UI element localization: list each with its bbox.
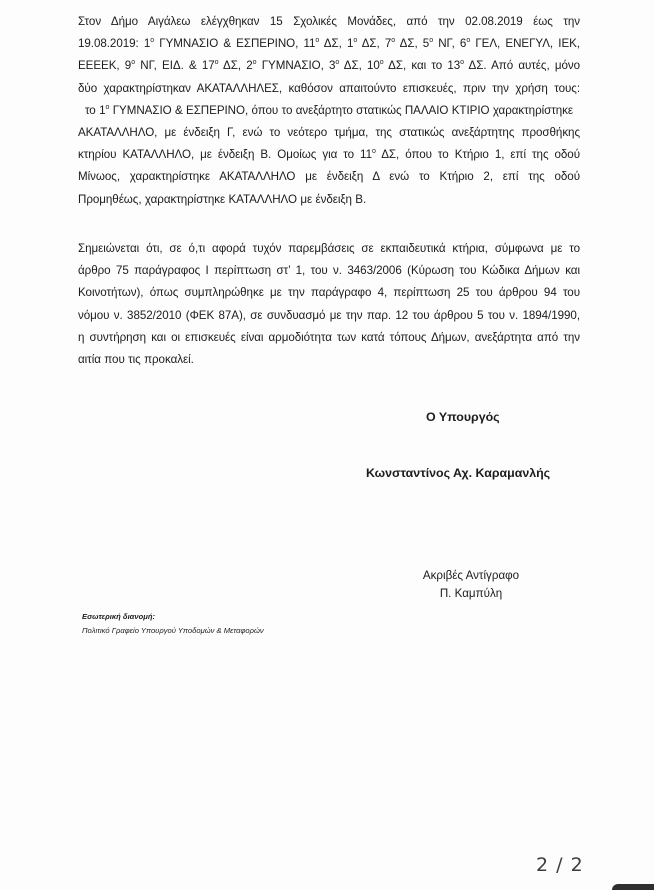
distribution-title: Εσωτερική διανομή:: [82, 612, 155, 621]
ordinal-superscript: ο: [371, 148, 376, 156]
ordinal-superscript: ο: [379, 59, 384, 67]
ordinal-superscript: ο: [335, 59, 340, 67]
paragraph-line: άρθρο 75 παράγραφος Ι περίπτωση στ’ 1, του ν. 3463/2006 (Κύρωση του Κώδικα Δήμων και: [78, 264, 580, 278]
paragraph-inspections: [78, 11, 580, 211]
paragraph-line: κτηρίου ΚΑΤΑΛΛΗΛΟ, με ένδειξη Β. Ομοίως για το $11^o$ ΔΣ, όπου το Κτήριο 1, επί της οδού: [78, 148, 580, 162]
ordinal-superscript: ο: [353, 37, 358, 45]
paragraph-line: ΑΚΑΤΑΛΛΗΛΟ, με ένδειξη Γ, ενώ το νεότερο τμήμα, της στατικώς ανεξάρτητης προσθήκης: [78, 126, 580, 140]
internal-distribution: [82, 610, 264, 638]
paragraph-legal-note: [78, 238, 580, 371]
ordinal-superscript: ο: [466, 37, 471, 45]
certified-copy-label: Ακριβές Αντίγραφο: [422, 569, 520, 582]
paragraph-line: η συντήρηση και οι επισκευές είναι αρμοδιότητα των κατά τόπους Δήμων, ανεξάρτητα από την: [78, 330, 580, 344]
paragraph-line: 19.08.2019: $1^o$ ΓΥΜΝΑΣΙΟ & ΕΣΠΕΡΙΝΟ, $11^o$ ΔΣ, $1^o$ ΔΣ, $7^o$ ΔΣ, $5^o$ ΝΓ, $6^o$ ΓΕΛ, ΕΝΕΓΥΛ, ΙΕΚ,: [78, 37, 580, 51]
page-number: 2 / 2: [536, 854, 584, 876]
ordinal-superscript: ο: [460, 59, 464, 67]
ordinal-superscript: ο: [391, 37, 396, 45]
paragraph-line: αιτία που τις προκαλεί.: [78, 353, 194, 367]
ordinal-superscript: ο: [429, 37, 434, 45]
ordinal-superscript: ο: [315, 37, 320, 45]
certifier-name: Π. Καμπύλη: [439, 587, 503, 600]
ordinal-superscript: ο: [105, 103, 110, 111]
paragraph-line: Μίνωος, χαρακτηρίστηκε ΑΚΑΤΑΛΛΗΛΟ με ένδειξη Δ ενώ το Κτήριο 2, επί της οδού: [78, 170, 580, 184]
paragraph-line: το $1^o$ ΓΥΜΝΑΣΙΟ & ΕΣΠΕΡΙΝΟ, όπου το ανεξάρτητο στατικώς ΠΑΛΑΙΟ ΚΤΙΡΙΟ χαρακτηρίστηκε: [84, 103, 574, 117]
certified-copy-block: [404, 567, 538, 603]
paragraph-line: Στον Δήμο Αιγάλεω ελέγχθηκαν 15 Σχολικές Μονάδες, από την 02.08.2019 έως την: [78, 15, 580, 28]
paragraph-line: ΕΕΕΕΚ, $9^o$ ΝΓ, ΕΙΔ. & $17^o$ ΔΣ, $2^o$ ΓΥΜΝΑΣΙΟ, $3^o$ ΔΣ, $10^o$ ΔΣ, και το $13^o$ ΔΣ. Από αυτές, μόνο: [78, 59, 580, 73]
paragraph-line: δύο χαρακτηρίστηκαν ΑΚΑΤΑΛΛΗΛΕΣ, καθόσον απαιτούντο επισκευές, πριν την χρήση τους:: [78, 81, 580, 95]
paragraph-line: νόμου ν. 3852/2010 (ΦΕΚ 87Α), σε συνδυασμό με την παρ. 12 του άρθρου 5 του ν. 1894/1990,: [78, 308, 580, 322]
ordinal-superscript: ο: [150, 37, 155, 45]
paragraph-line: Κοινοτήτων), όπως συμπληρώθηκε με την παράγραφο 4, περίπτωση 25 του άρθρου 94 του: [78, 286, 580, 300]
ordinal-superscript: ο: [214, 59, 219, 67]
signatory-title: Ο Υπουργός: [426, 410, 500, 424]
signatory-name: Κωνσταντίνος Αχ. Καραμανλής: [366, 466, 551, 480]
ordinal-superscript: ο: [252, 59, 257, 67]
paragraph-line: Σημειώνεται ότι, σε ό,τι αφορά τυχόν παρεμβάσεις σε εκπαιδευτικά κτήρια, σύμφωνα με το: [78, 242, 580, 255]
distribution-recipient: Πολιτικό Γραφείο Υπουργού Υποδομών & Μεταφορών: [82, 626, 264, 635]
paragraph-line: Προμηθέως, χαρακτηρίστηκε ΚΑΤΑΛΛΗΛΟ με ένδειξη Β.: [78, 192, 367, 206]
photo-corner-shadow: [612, 884, 654, 890]
ordinal-superscript: ο: [131, 59, 136, 67]
